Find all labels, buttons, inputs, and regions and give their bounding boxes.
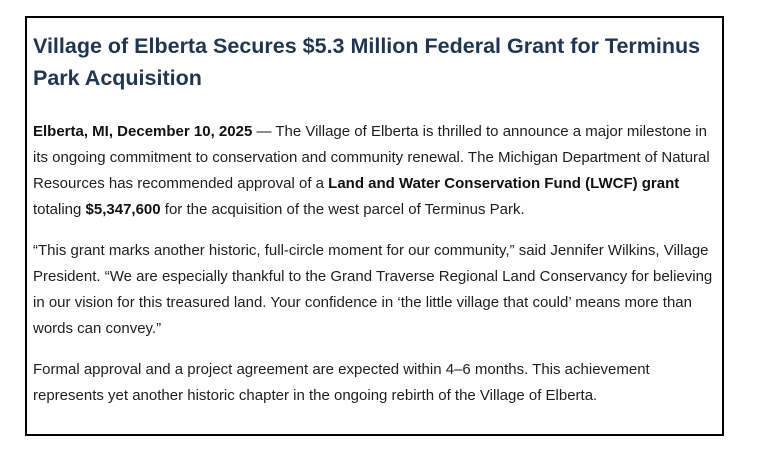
paragraph-quote: “This grant marks another historic, full-circle moment for our community,” said Jennifer Wilkins, Village President. “We are especially thankful to the Grand Traverse Regional Land Conservancy for believing in our vision for this treasured land. Your confidence in ‘the little village that could’ means more than words can convey.” bbox=[33, 242, 713, 337]
paragraph-next-steps: Formal approval and a project agreement are expected within 4–6 months. This achievement represents yet another historic chapter in the ongoing rebirth of the Village of Elberta. bbox=[33, 361, 650, 404]
announcement-text-c: for the acquisition of the west parcel of Terminus Park. bbox=[160, 201, 525, 218]
grant-name: Land and Water Conservation Fund (LWCF) grant bbox=[328, 175, 680, 192]
paragraph-announcement bbox=[33, 119, 723, 223]
press-release-frame bbox=[25, 16, 724, 436]
announcement-text-a: — The Village of Elberta is thrilled to announce a major milestone in its ongoing commitment to conservation and community renewal. The Michigan Department of Natural Resources has recommended approval of a bbox=[33, 123, 710, 192]
press-release-content bbox=[33, 30, 723, 409]
grant-amount: $5,347,600 bbox=[85, 201, 161, 218]
announcement-text-b: totaling bbox=[33, 201, 86, 218]
dateline: Elberta, MI, December 10, 2025 bbox=[33, 123, 253, 140]
headline: Village of Elberta Secures $5.3 Million Federal Grant for Terminus Park Acquisition bbox=[33, 34, 701, 90]
